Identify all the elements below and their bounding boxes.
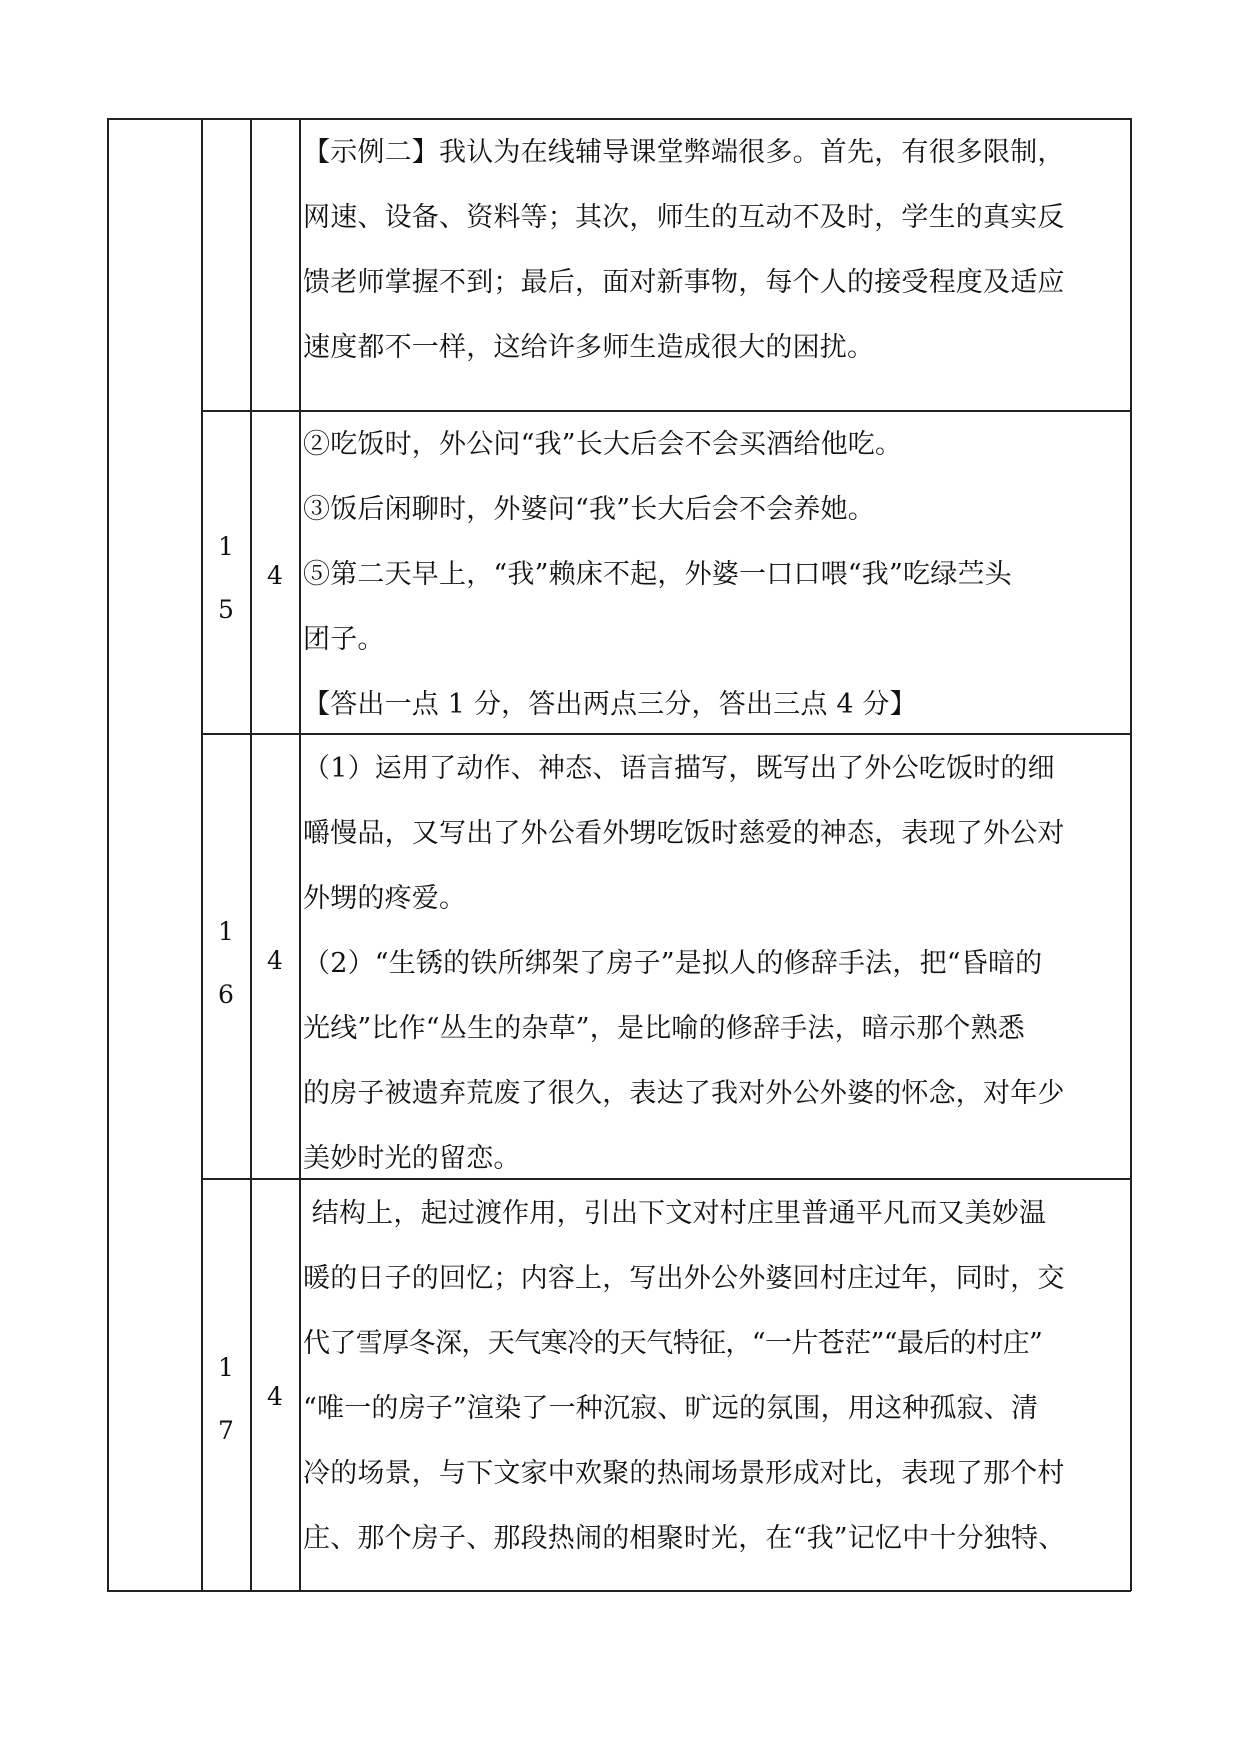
score-15: 4 bbox=[267, 561, 283, 590]
table-border-bottom bbox=[107, 1590, 1131, 1592]
text-line: 【答出一点 1 分，答出两点三分，答出三点 4 分】 bbox=[303, 689, 917, 720]
text-line: 【示例二】我认为在线辅导课堂弊端很多。首先，有很多限制， bbox=[303, 137, 1065, 168]
answer-text-row-17 bbox=[303, 1181, 1123, 1571]
text-line: 外甥的疼爱。 bbox=[303, 883, 467, 914]
text-line: 庄、那个房子、那段热闹的相聚时光，在“我”记忆中十分独特、 bbox=[303, 1523, 1066, 1554]
text-line: 馈老师掌握不到；最后，面对新事物，每个人的接受程度及适应 bbox=[303, 267, 1065, 298]
text-line: 代了雪厚冬深，天气寒冷的天气特征，“一片苍茫”“最后的村庄” bbox=[303, 1328, 1043, 1359]
column-divider-2 bbox=[250, 118, 252, 1591]
text-line: ③饭后闲聊时，外婆问“我”长大后会不会养她。 bbox=[303, 494, 876, 525]
question-number-16: 1 6 bbox=[218, 917, 234, 1009]
column-divider-1 bbox=[201, 118, 203, 1591]
text-line: 结构上，起过渡作用，引出下文对村庄里普通平凡而又美妙温 bbox=[303, 1198, 1047, 1229]
score-17: 4 bbox=[267, 1382, 283, 1411]
column-divider-3 bbox=[299, 118, 301, 1591]
answer-text-row-1 bbox=[303, 120, 1123, 380]
answer-table bbox=[107, 118, 1131, 1591]
text-line: 网速、设备、资料等；其次，师生的互动不及时，学生的真实反 bbox=[303, 202, 1065, 233]
text-line: （1）运用了动作、神态、语言描写，既写出了外公吃饭时的细 bbox=[303, 753, 1055, 784]
text-line: 嚼慢品，又写出了外公看外甥吃饭时慈爱的神态，表现了外公对 bbox=[303, 818, 1065, 849]
text-line: ②吃饭时，外公问“我”长大后会不会买酒给他吃。 bbox=[303, 429, 903, 460]
table-border-left bbox=[107, 118, 109, 1591]
table-border-right bbox=[1130, 118, 1132, 1591]
text-line: 速度都不一样，这给许多师生造成很大的困扰。 bbox=[303, 332, 875, 363]
text-line: 光线”比作“丛生的杂草”，是比喻的修辞手法，暗示那个熟悉 bbox=[303, 1013, 1026, 1044]
question-number-17: 1 7 bbox=[218, 1353, 234, 1445]
text-line: 的房子被遗弃荒废了很久，表达了我对外公外婆的怀念，对年少 bbox=[303, 1078, 1065, 1109]
text-line: 团子。 bbox=[303, 624, 385, 655]
text-line: 美妙时光的留恋。 bbox=[303, 1143, 521, 1174]
question-number-15: 1 5 bbox=[218, 532, 234, 624]
answer-text-row-16 bbox=[303, 736, 1123, 1191]
text-line: （2）“生锈的铁所绑架了房子”是拟人的修辞手法，把“昏暗的 bbox=[303, 948, 1043, 979]
text-line: ⑤第二天早上，“我”赖床不起，外婆一口口喂“我”吃绿苎头 bbox=[303, 559, 1012, 590]
text-line: 暖的日子的回忆；内容上，写出外公外婆回村庄过年，同时，交 bbox=[303, 1263, 1065, 1294]
text-line: 冷的场景，与下文家中欢聚的热闹场景形成对比，表现了那个村 bbox=[303, 1458, 1065, 1489]
answer-text-row-15 bbox=[303, 412, 1123, 737]
text-line: “唯一的房子”渲染了一种沉寂、旷远的氛围，用这种孤寂、清 bbox=[303, 1393, 1039, 1424]
score-16: 4 bbox=[267, 946, 283, 975]
